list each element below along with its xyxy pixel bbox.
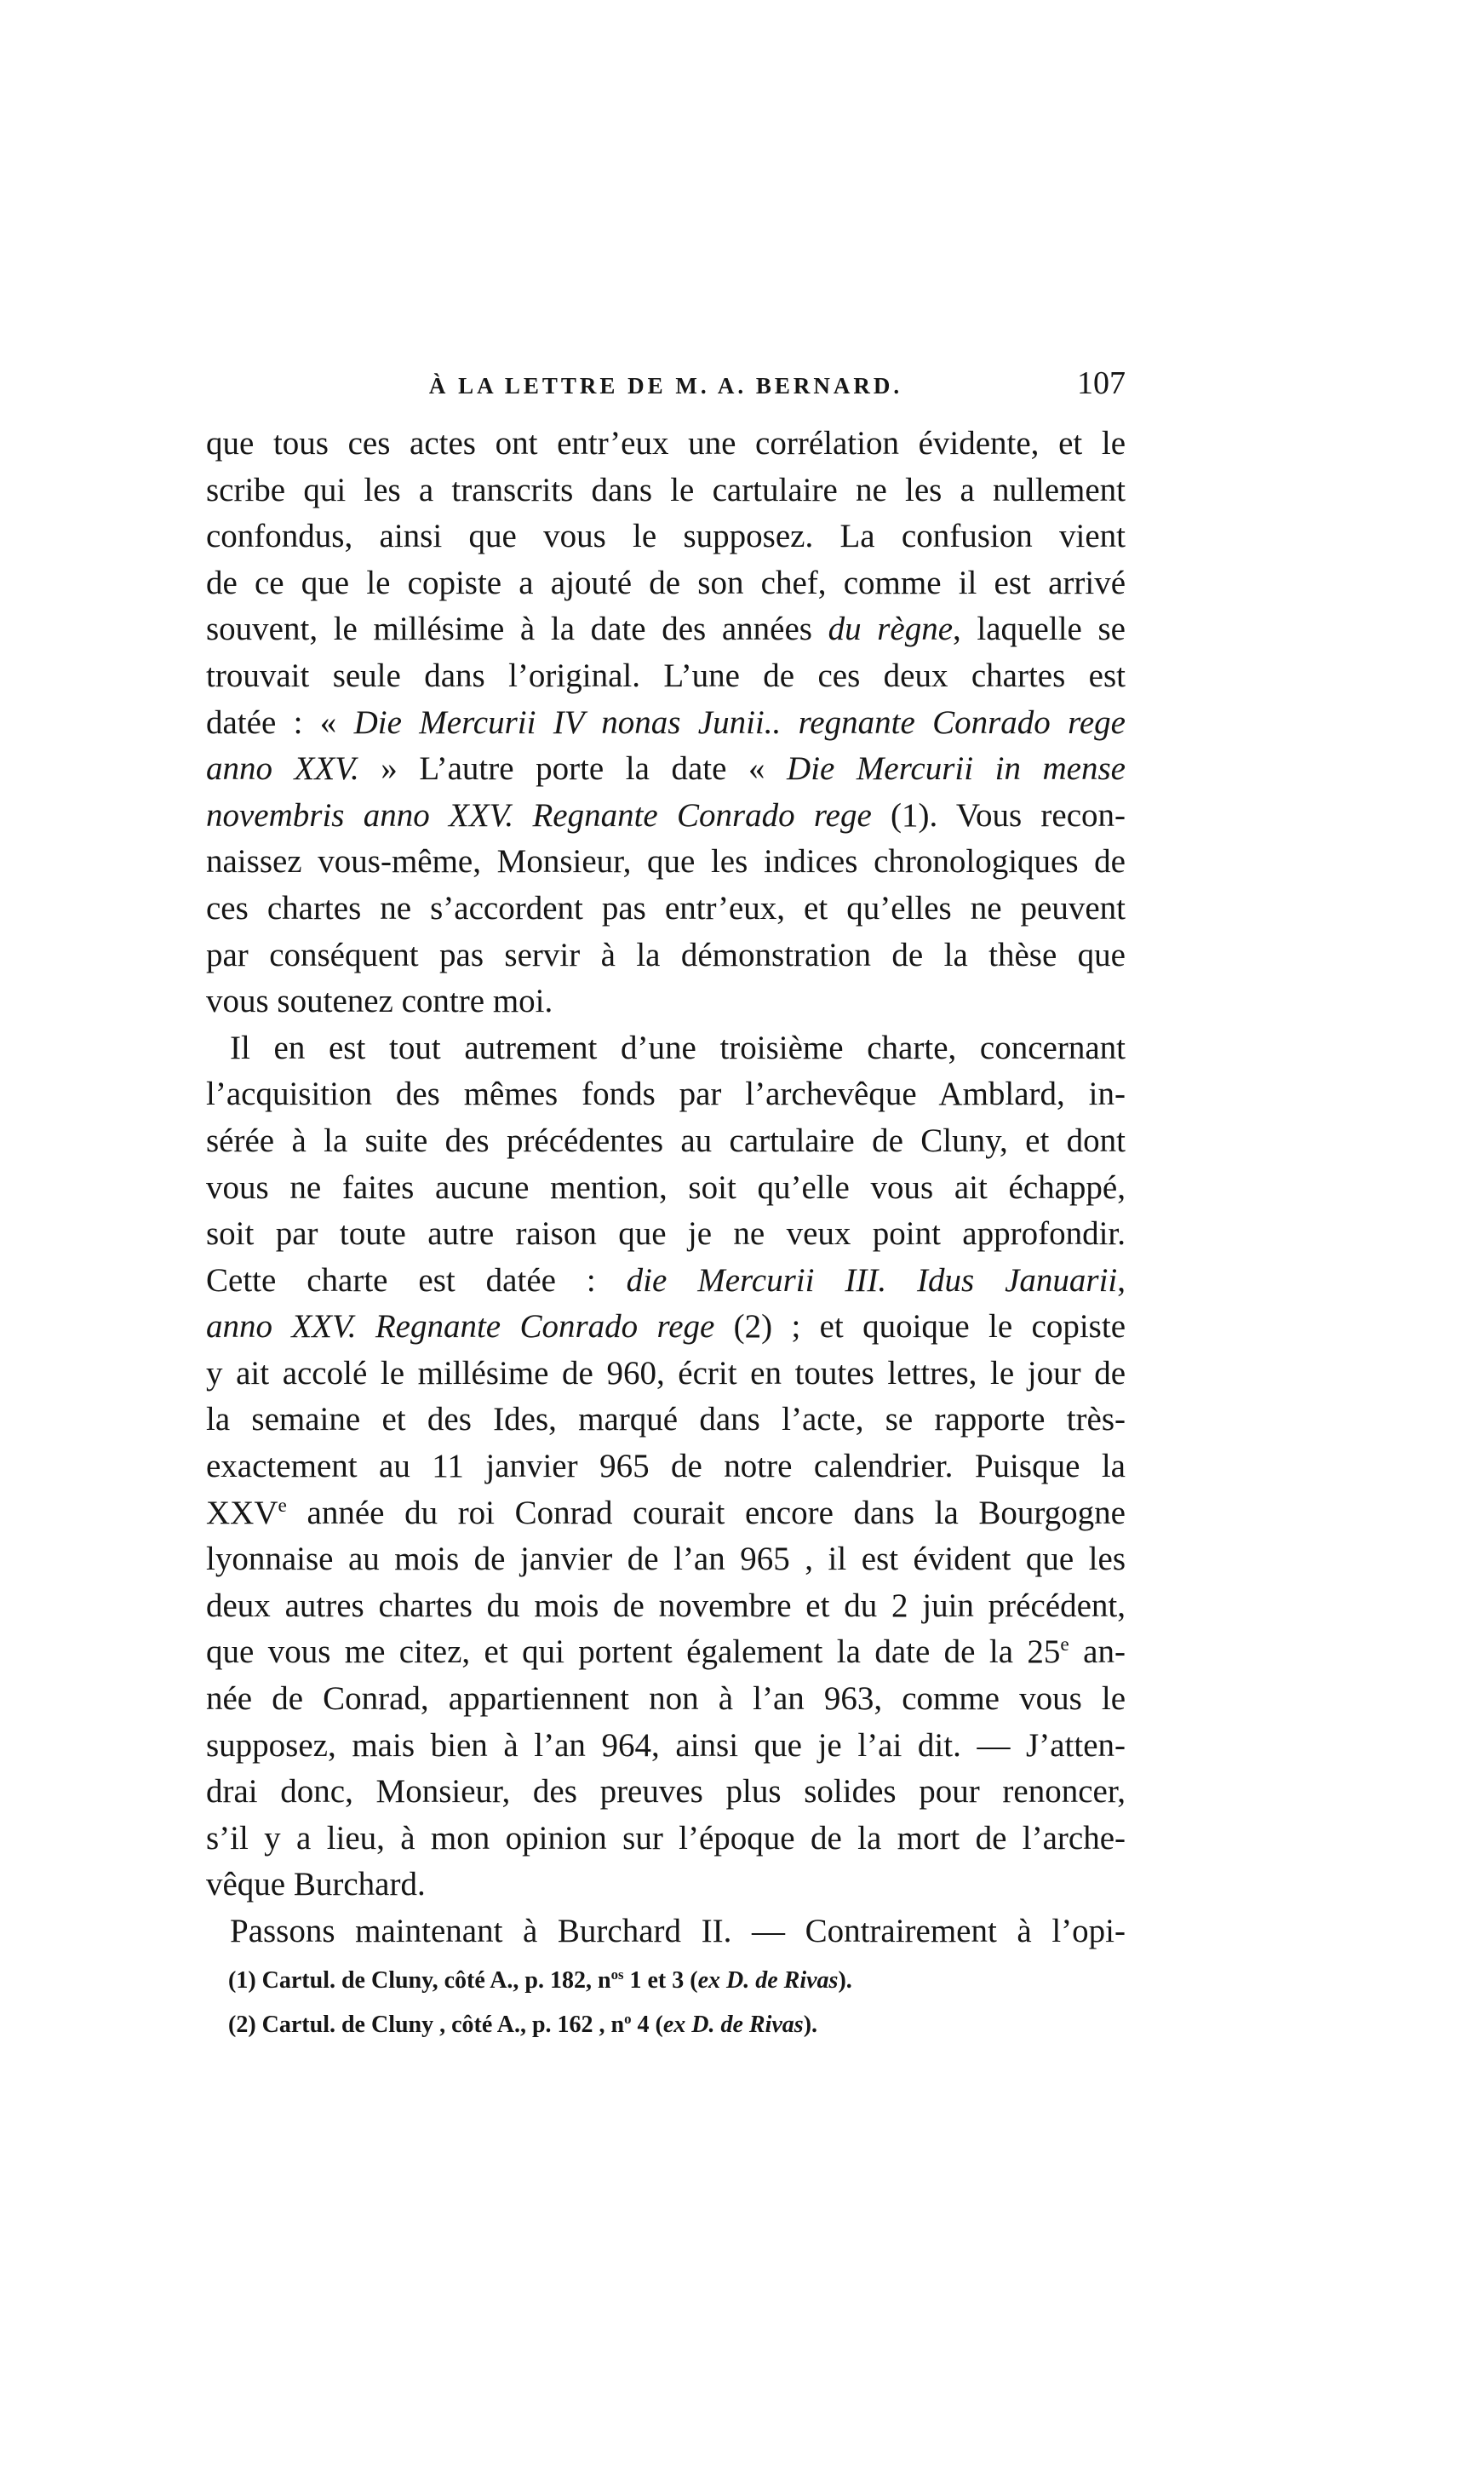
text-segment: 1 et 3 ( xyxy=(623,1967,698,1994)
text-line xyxy=(206,1258,1126,1305)
text-segment: , xyxy=(1117,1261,1126,1299)
superscript: o xyxy=(624,2010,632,2027)
text-segment: datée : « xyxy=(206,703,354,741)
text-segment: ces chartes ne s’accordent pas entr’eux, et qu’elles ne peuvent xyxy=(206,889,1126,927)
text-segment: que vous me citez, et qui portent également la date de la 25 xyxy=(206,1633,1061,1671)
italic-text: ex D. de Rivas xyxy=(662,2012,804,2038)
superscript: e xyxy=(278,1494,287,1517)
text-line xyxy=(206,1211,1126,1258)
text-segment: (1) Cartul. de Cluny, côté A., p. 182, n xyxy=(228,1967,611,1994)
italic-text: Die Mercurii in mense xyxy=(787,750,1126,788)
text-line xyxy=(206,700,1126,747)
text-segment: y ait accolé le millésime de 960, écrit en toutes lettres, le jour de xyxy=(206,1354,1126,1392)
text-segment: vous ne faites aucune mention, soit qu’elle vous ait échappé, xyxy=(206,1168,1126,1206)
superscript: e xyxy=(1060,1633,1069,1656)
italic-text: novembris anno XXV. Regnante Conrado rege xyxy=(206,796,872,834)
text-segment: Il en est tout autrement d’une troisième charte, concernant xyxy=(230,1029,1126,1066)
text-segment: vous soutenez contre moi. xyxy=(206,983,553,1020)
text-line xyxy=(206,1862,1126,1908)
footnote xyxy=(228,1959,1131,2003)
text-segment: , laquelle se xyxy=(953,611,1126,648)
text-line xyxy=(206,1444,1126,1490)
text-line xyxy=(206,979,1126,1025)
text-segment: Passons maintenant à Burchard II. — Contrairement à l’opi- xyxy=(230,1913,1126,1949)
text-line xyxy=(206,1071,1126,1118)
running-header xyxy=(206,364,1126,407)
text-line xyxy=(206,1676,1126,1723)
text-segment: deux autres chartes du mois de novembre et du 2 juin précédent, xyxy=(206,1587,1126,1624)
text-segment: an- xyxy=(1069,1633,1126,1671)
text-line xyxy=(206,793,1126,840)
text-segment: née de Conrad, appartiennent non à l’an 963, comme vous le xyxy=(206,1680,1126,1718)
text-segment: Cette charte est datée : xyxy=(206,1261,627,1299)
text-line xyxy=(206,1723,1126,1770)
text-line xyxy=(206,1629,1126,1676)
text-segment: souvent, le millésime à la date des années xyxy=(206,611,828,648)
text-line xyxy=(206,1536,1126,1583)
running-title: À LA LETTRE DE M. A. BERNARD. xyxy=(428,373,903,399)
text-line xyxy=(206,886,1126,933)
text-line xyxy=(206,839,1126,886)
italic-text: du règne xyxy=(828,611,954,648)
text-segment: l’acquisition des mêmes fonds par l’archevêque Amblard, in- xyxy=(206,1076,1126,1113)
text-segment: lyonnaise au mois de janvier de l’an 965 , il est évident que les xyxy=(206,1541,1126,1578)
text-line xyxy=(206,746,1126,793)
text-segment: année du roi Conrad courait encore dans la Bourgogne xyxy=(286,1494,1126,1531)
text-segment: confondus, ainsi que vous le supposez. La confusion vient xyxy=(206,518,1126,555)
text-line xyxy=(206,560,1126,607)
text-line xyxy=(206,468,1126,514)
text-segment: (2) Cartul. de Cluny , côté A., p. 162 , n xyxy=(228,2012,625,2038)
text-segment: que tous ces actes ont entr’eux une corrélation évidente, et le xyxy=(206,425,1126,462)
text-segment: supposez, mais bien à l’an 964, ainsi que je l’ai dit. — J’atten- xyxy=(206,1726,1126,1764)
text-segment: (1). Vous recon- xyxy=(871,796,1126,834)
text-segment: scribe qui les a transcrits dans le cartulaire ne les a nullement xyxy=(206,471,1126,508)
text-line xyxy=(206,1118,1126,1165)
text-line xyxy=(206,653,1126,700)
italic-text: anno XXV. Regnante Conrado rege xyxy=(206,1308,715,1346)
text-segment: » L’autre porte la date « xyxy=(358,750,788,788)
text-line xyxy=(206,1490,1126,1537)
text-segment: la semaine et des Ides, marqué dans l’acte, se rapporte très- xyxy=(206,1401,1126,1438)
page-number: 107 xyxy=(1077,365,1126,401)
text-segment: vêque Burchard. xyxy=(206,1866,426,1903)
italic-text: Die Mercurii IV nonas Junii.. regnante Conrado rege xyxy=(353,703,1126,741)
text-line xyxy=(206,1165,1126,1212)
italic-text: die Mercurii III. Idus Januarii xyxy=(626,1261,1118,1299)
text-line xyxy=(206,1351,1126,1398)
body-text xyxy=(206,421,1126,1955)
text-line xyxy=(206,421,1126,468)
text-line xyxy=(206,1769,1126,1816)
text-segment: 4 ( xyxy=(631,2012,663,2038)
text-segment: drai donc, Monsieur, des preuves plus solides pour renoncer, xyxy=(206,1773,1126,1811)
text-segment: trouvait seule dans l’original. L’une de ces deux chartes est xyxy=(206,657,1126,694)
text-line xyxy=(206,1908,1126,1955)
text-segment: XXV xyxy=(206,1494,278,1531)
italic-text: anno XXV. xyxy=(206,750,359,788)
footnotes xyxy=(228,1959,1131,2047)
text-line xyxy=(206,933,1126,979)
text-line xyxy=(206,1304,1126,1351)
text-line xyxy=(206,514,1126,560)
text-segment: (2) ; et quoique le copiste xyxy=(714,1308,1126,1346)
text-segment: sérée à la suite des précédentes au cartulaire de Cluny, et dont xyxy=(206,1122,1126,1159)
text-segment: s’il y a lieu, à mon opinion sur l’époque de la mort de l’arche- xyxy=(206,1819,1126,1857)
footnote xyxy=(228,2003,1131,2047)
text-segment: ). xyxy=(803,2012,818,2038)
text-segment: exactement au 11 janvier 965 de notre calendrier. Puisque la xyxy=(206,1448,1126,1485)
text-segment: de ce que le copiste a ajouté de son chef, comme il est arrivé xyxy=(206,564,1126,601)
text-line xyxy=(206,1583,1126,1630)
text-segment: soit par toute autre raison que je ne veux point approfondir. xyxy=(206,1215,1126,1253)
text-line xyxy=(206,1025,1126,1072)
superscript: os xyxy=(610,1966,624,1983)
italic-text: ex D. de Rivas xyxy=(697,1967,839,1994)
text-segment: ). xyxy=(838,1967,852,1994)
text-segment: par conséquent pas servir à la démonstration de la thèse que xyxy=(206,936,1126,973)
text-line xyxy=(206,1397,1126,1444)
text-line xyxy=(206,606,1126,653)
text-line xyxy=(206,1816,1126,1863)
text-segment: naissez vous-même, Monsieur, que les indices chronologiques de xyxy=(206,843,1126,881)
